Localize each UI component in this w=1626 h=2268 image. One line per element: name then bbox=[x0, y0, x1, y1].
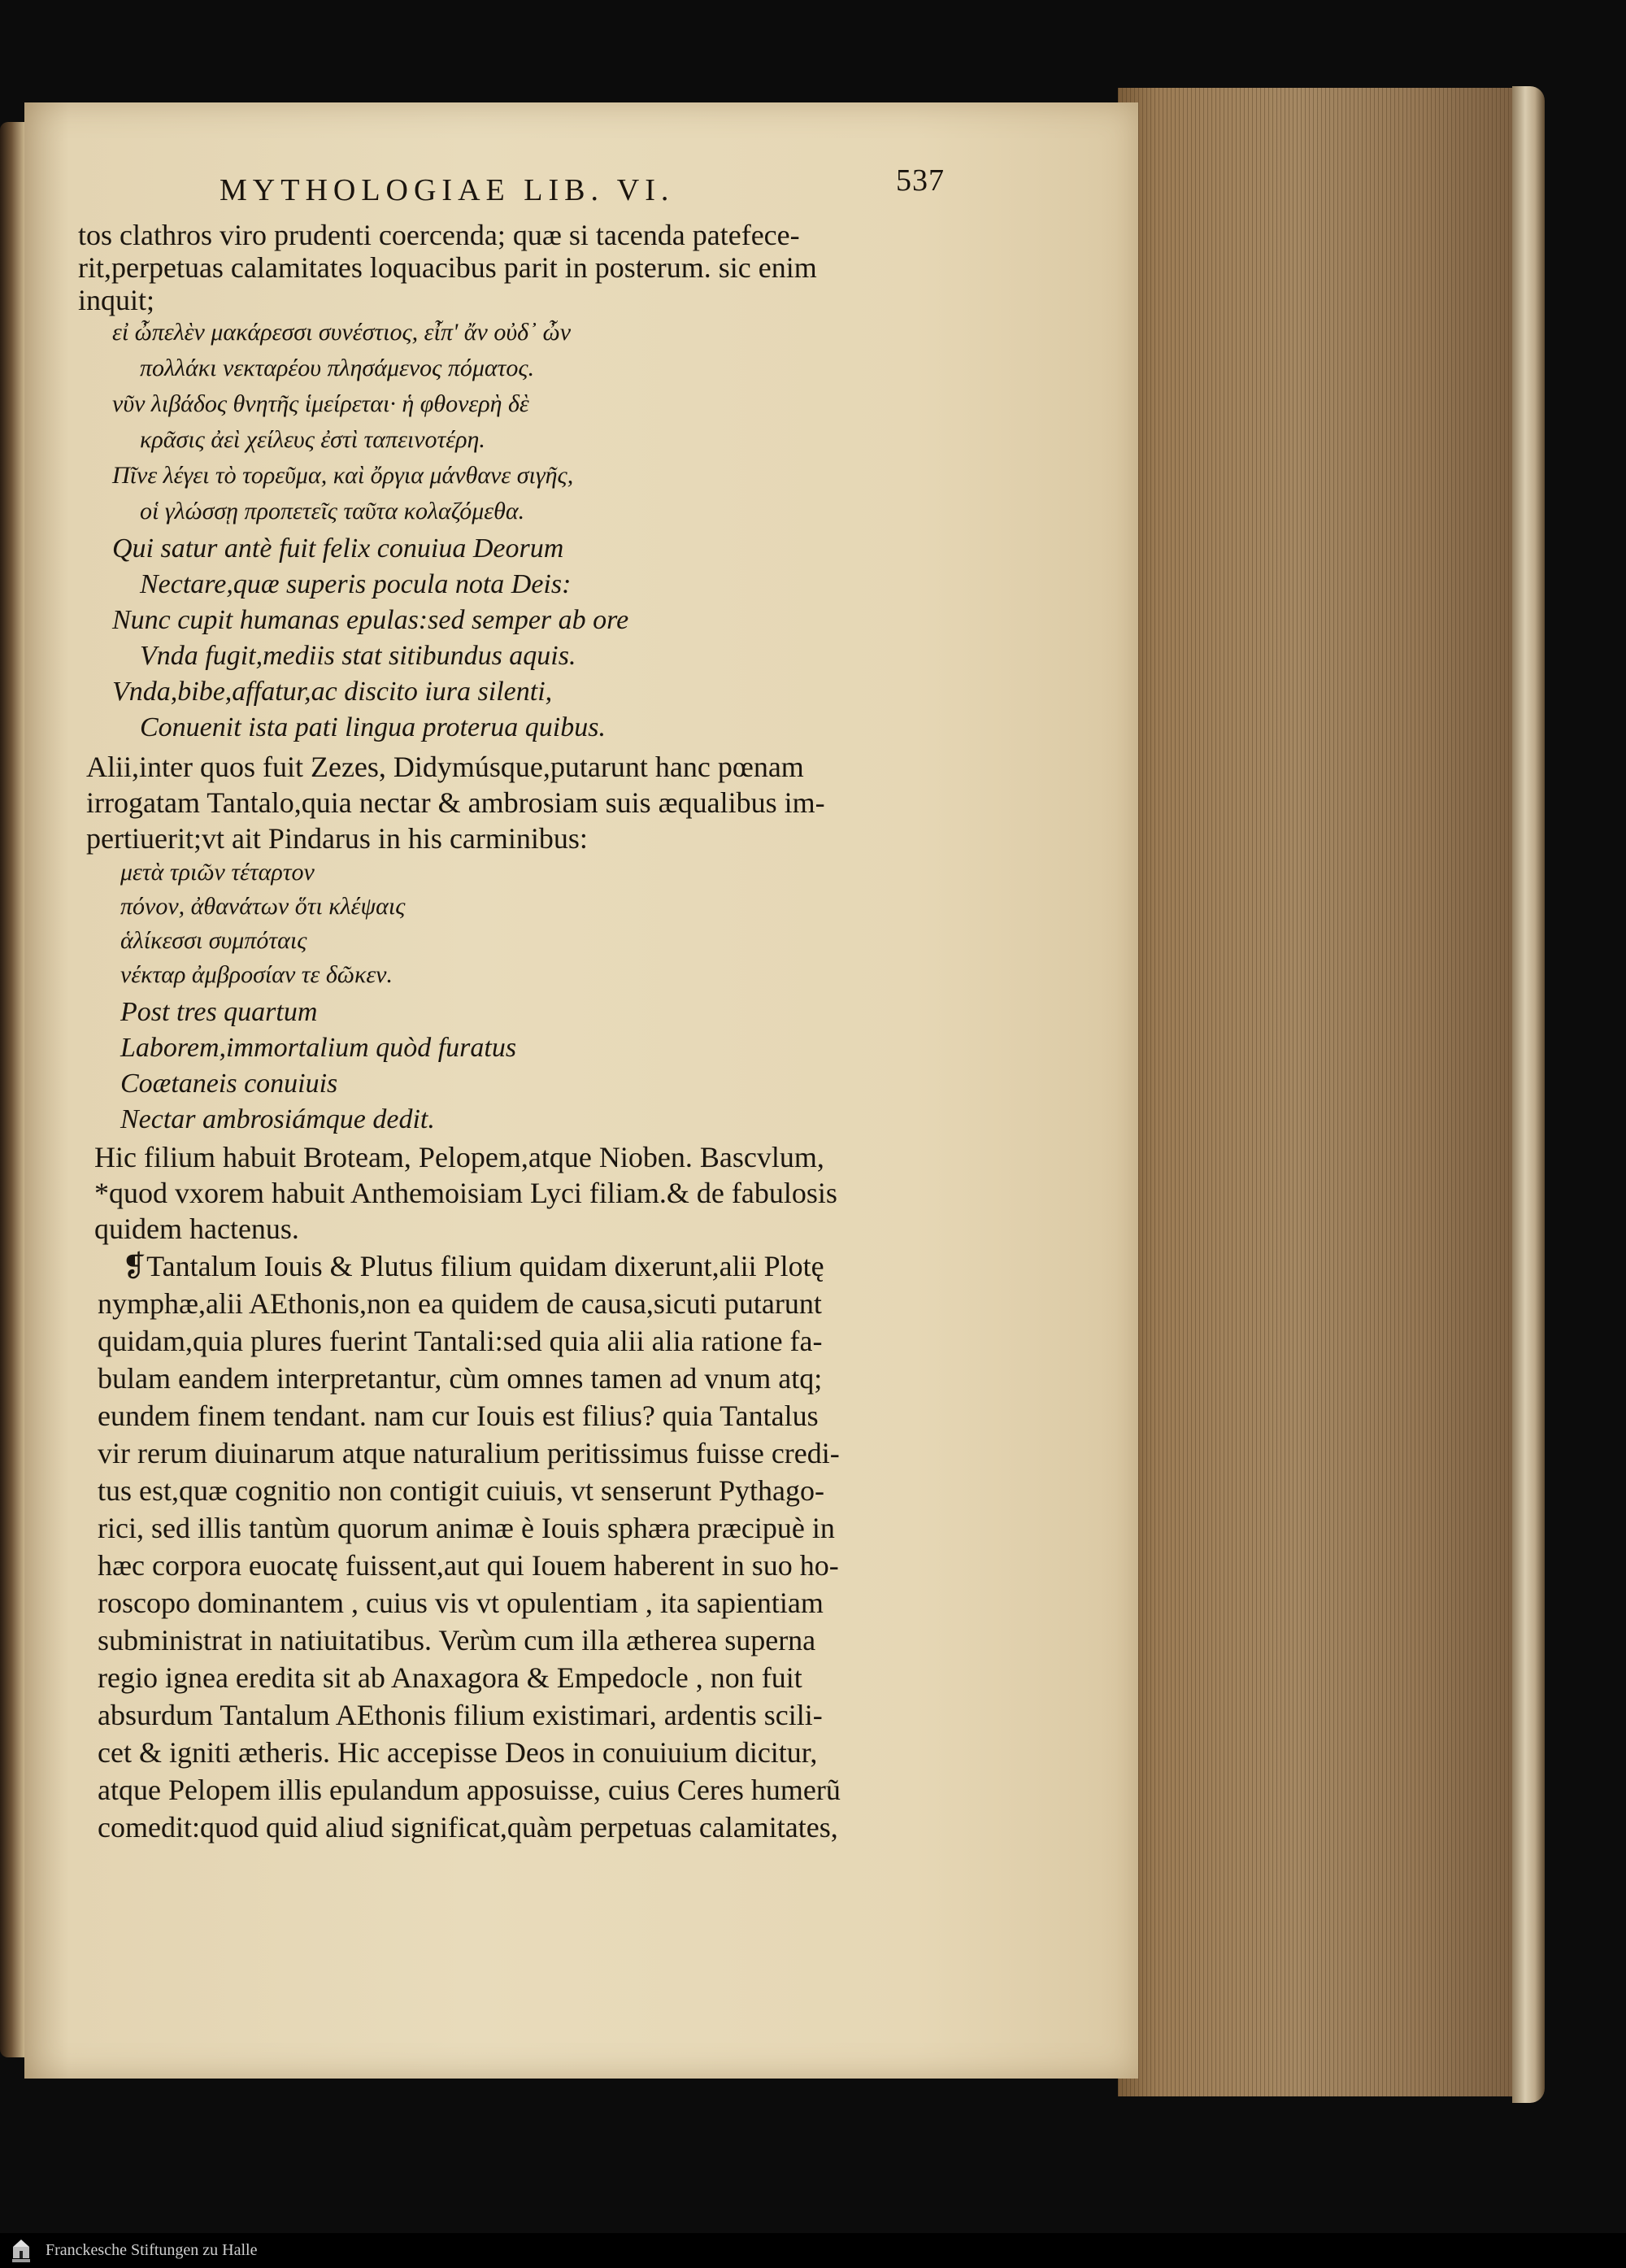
text-line: bulam eandem interpretantur, cùm omnes tamen ad vnum atq; bbox=[98, 1362, 823, 1395]
text-line: regio ignea eredita sit ab Anaxagora & Empedocle , non fuit bbox=[98, 1661, 802, 1694]
greek-verse-line: εἰ ὦπελὲν μακάρεσσι συνέστιος, εἶπ' ἄν οὐδ᾽ ὦν bbox=[112, 319, 572, 346]
text-line: rit,perpetuas calamitates loquacibus parit in posterum. sic enim bbox=[78, 251, 817, 284]
text-line: *quod vxorem habuit Anthemoisiam Lyci filiam.& de fabulosis bbox=[94, 1177, 837, 1209]
greek-verse-line: νέκταρ ἀμβροσίαν τε δῶκεν. bbox=[120, 961, 393, 988]
text-line: nymphæ,alii AEthonis,non ea quidem de causa,sicuti putarunt bbox=[98, 1287, 822, 1320]
greek-verse-line: ἁλίκεσσι συμπόταις bbox=[120, 927, 307, 954]
text-line: eundem finem tendant. nam cur Iouis est filius? quia Tantalus bbox=[98, 1400, 819, 1432]
latin-verse-line: Laborem,immortalium quòd furatus bbox=[120, 1033, 517, 1063]
text-line: absurdum Tantalum AEthonis filium existimari, ardentis scili- bbox=[98, 1699, 823, 1731]
latin-verse-line: Vnda fugit,mediis stat sitibundus aquis. bbox=[140, 641, 576, 671]
latin-verse-line: Post tres quartum bbox=[120, 997, 318, 1027]
text-line: quidem hactenus. bbox=[94, 1212, 299, 1245]
text-line: tos clathros viro prudenti coercenda; quæ si tacenda patefece- bbox=[78, 219, 800, 251]
greek-verse-line: Πῖνε λέγει τὸ τορεῦμα, καὶ ὄργια μάνθανε σιγῆς, bbox=[112, 462, 574, 489]
text-line: atque Pelopem illis epulandum apposuisse, cuius Ceres humerũ bbox=[98, 1774, 841, 1806]
book-fore-edge bbox=[1118, 88, 1520, 2096]
text-line: rici, sed illis tantùm quorum animæ è Iouis sphæra præcipuè in bbox=[98, 1512, 835, 1544]
text-line: comedit:quod quid aliud significat,quàm perpetuas calamitates, bbox=[98, 1811, 838, 1844]
greek-verse-line: πολλάκι νεκταρέου πλησάμενος πόματος. bbox=[140, 355, 535, 381]
franckesche-stiftungen-logo-icon bbox=[11, 2239, 31, 2263]
text-line: subministrat in natiuitatibus. Verùm cum illa ætherea superna bbox=[98, 1624, 816, 1656]
greek-verse-line: κρᾶσις ἀεὶ χείλευς ἐστὶ ταπεινοτέρη. bbox=[140, 426, 485, 453]
greek-verse-line: οἱ γλώσσῃ προπετεῖς ταῦτα κολαζόμεθα. bbox=[140, 498, 525, 525]
text-line: Hic filium habuit Broteam, Pelopem,atque Nioben. Bascvlum, bbox=[94, 1141, 824, 1173]
book-cover-edge bbox=[1512, 86, 1545, 2103]
footer-bar bbox=[0, 2233, 1626, 2268]
greek-verse-line: μετὰ τριῶν τέταρτον bbox=[120, 859, 315, 886]
greek-verse-line: πόνον, ἀθανάτων ὅτι κλέψαις bbox=[120, 893, 406, 920]
text-line: vir rerum diuinarum atque naturalium peritissimus fuisse credi- bbox=[98, 1437, 840, 1469]
latin-verse-line: Conuenit ista pati lingua proterua quibus. bbox=[140, 712, 606, 742]
text-line: hæc corpora euocatę fuissent,aut qui Iouem haberent in suo ho- bbox=[98, 1549, 839, 1582]
running-title: MYTHOLOGIAE LIB. VI. bbox=[220, 173, 675, 207]
text-line: inquit; bbox=[78, 284, 155, 316]
institution-label: Franckesche Stiftungen zu Halle bbox=[46, 2241, 258, 2259]
latin-verse-line: Vnda,bibe,affatur,ac discito iura silenti, bbox=[112, 677, 553, 707]
book-page bbox=[24, 102, 1138, 2079]
greek-verse-line: νῦν λιβάδος θνητῆς ἱμείρεται· ἡ φθονερὴ δὲ bbox=[112, 390, 529, 417]
text-line: cet & igniti ætheris. Hic accepisse Deos in conuiuium dicitur, bbox=[98, 1736, 818, 1769]
latin-verse-line: Nunc cupit humanas epulas:sed semper ab ore bbox=[112, 605, 629, 635]
page-number: 537 bbox=[896, 163, 945, 198]
text-line: roscopo dominantem , cuius vis vt opulentiam , ita sapientiam bbox=[98, 1587, 824, 1619]
text-line: quidam,quia plures fuerint Tantali:sed quia alii alia ratione fa- bbox=[98, 1325, 823, 1357]
text-line: irrogatam Tantalo,quia nectar & ambrosiam suis æqualibus im- bbox=[86, 786, 825, 819]
latin-verse-line: Coætaneis conuiuis bbox=[120, 1069, 338, 1099]
text-line: pertiuerit;vt ait Pindarus in his carminibus: bbox=[86, 822, 588, 855]
text-line: tus est,quæ cognitio non contigit cuiuis, vt senserunt Pythago- bbox=[98, 1474, 824, 1507]
latin-verse-line: Nectare,quæ superis pocula nota Deis: bbox=[140, 569, 572, 599]
text-line: ❡Tantalum Iouis & Plutus filium quidam dixerunt,alii Plotę bbox=[122, 1250, 824, 1282]
latin-verse-line: Nectar ambrosiámque dedit. bbox=[120, 1104, 435, 1134]
latin-verse-line: Qui satur antè fuit felix conuiua Deorum bbox=[112, 533, 564, 564]
text-line: Alii,inter quos fuit Zezes, Didymúsque,putarunt hanc pœnam bbox=[86, 751, 804, 783]
